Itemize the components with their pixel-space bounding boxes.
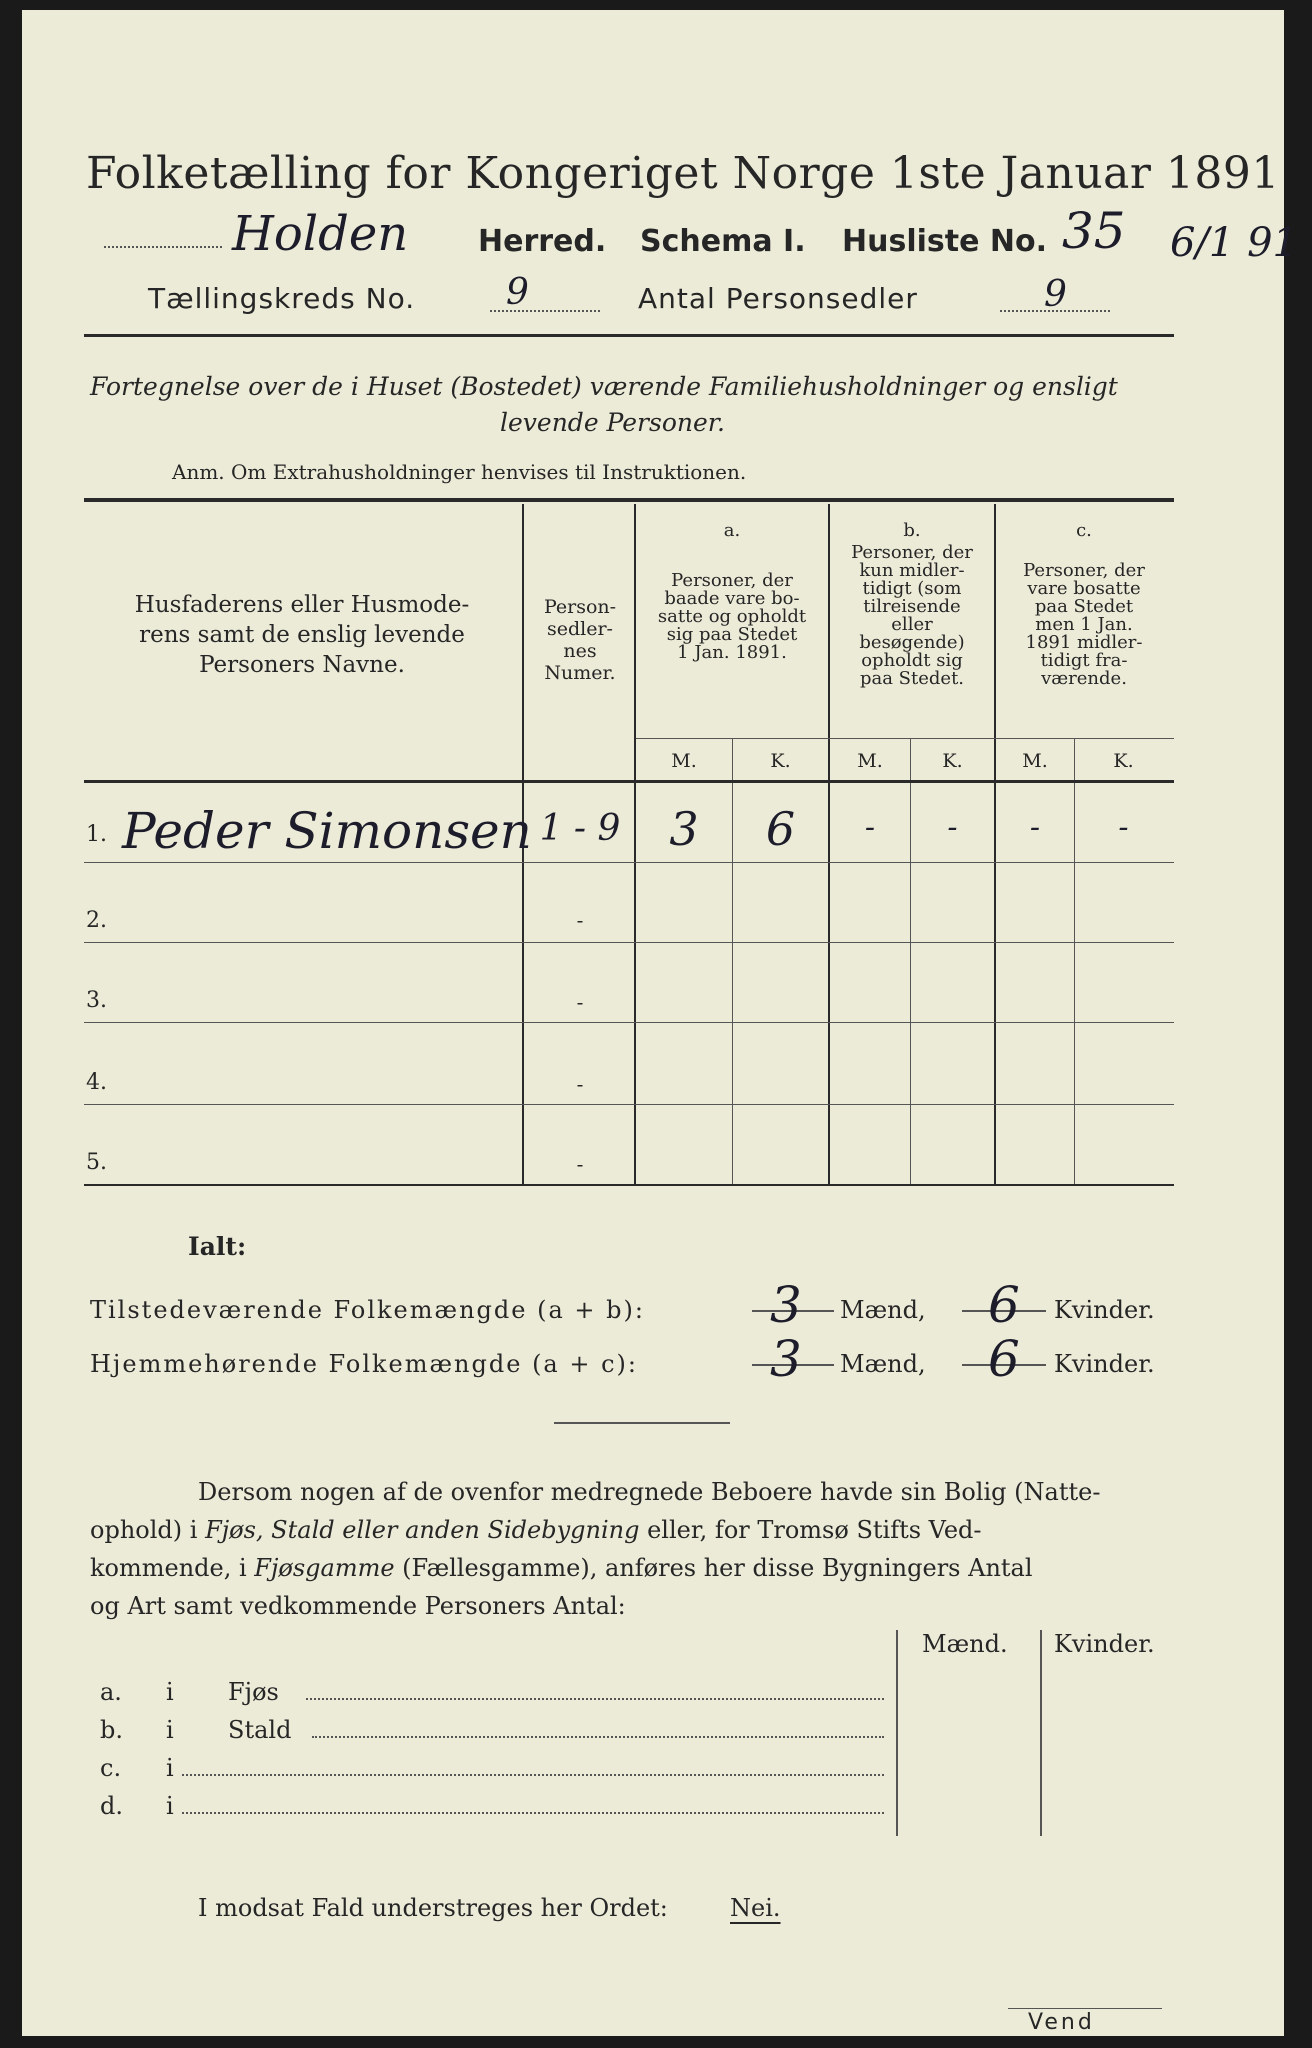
kreds-dotted-line bbox=[490, 310, 600, 312]
hjem-maend-label: Mænd, bbox=[840, 1350, 926, 1378]
building-col-line-1 bbox=[896, 1630, 898, 1836]
names-column-header: Husfaderens eller Husmode- rens samt de enslig levende Personers Navne. bbox=[134, 592, 470, 678]
building-item-dotted-line bbox=[306, 1698, 884, 1700]
antal-label: Antal Personsedler bbox=[638, 282, 918, 315]
col-a-m: M. bbox=[671, 750, 697, 772]
footer-paragraph-line-1: Dersom nogen af de ovenfor medregnede Beboere havde sin Bolig (Natte- bbox=[198, 1478, 1101, 1506]
row-number: 4. bbox=[86, 1070, 107, 1095]
herred-handwritten: Holden bbox=[232, 206, 409, 262]
row-1-name: Peder Simonsen bbox=[122, 802, 532, 860]
building-item-letter: b. bbox=[100, 1716, 123, 1744]
row-1-c-k: - bbox=[1118, 810, 1129, 845]
hjemmehorende-label: Hjemmehørende Folkemængde (a + c): bbox=[90, 1350, 638, 1378]
table-bottom-rule bbox=[84, 1184, 1174, 1186]
vend-rule bbox=[1008, 2008, 1162, 2009]
footer-paragraph-line-3: kommende, i Fjøsgamme (Fællesgamme), anføres her disse Bygningers Antal bbox=[90, 1554, 1033, 1582]
footer-paragraph-line-2: ophold) i Fjøs, Stald eller anden Sidebygning eller, for Tromsø Stifts Ved- bbox=[90, 1516, 982, 1544]
antal-handwritten: 9 bbox=[1044, 274, 1067, 315]
building-item-letter: c. bbox=[100, 1754, 122, 1782]
row-number: 1. bbox=[86, 822, 107, 847]
building-maend-header: Mænd. bbox=[922, 1630, 1008, 1658]
building-item-name: Fjøs bbox=[228, 1678, 279, 1706]
tilst-maend-value: 3 bbox=[770, 1276, 802, 1334]
tilst-maend-label: Mænd, bbox=[840, 1296, 926, 1324]
building-item-i: i bbox=[166, 1754, 174, 1782]
census-form-page bbox=[22, 10, 1298, 2036]
col-c-letter: c. bbox=[1076, 520, 1092, 541]
col-b-m: M. bbox=[857, 750, 883, 772]
row-line-3 bbox=[84, 1022, 1174, 1023]
hjem-kvinder-label: Kvinder. bbox=[1054, 1350, 1155, 1378]
building-item-letter: d. bbox=[100, 1792, 123, 1820]
ialt-label: Ialt: bbox=[188, 1232, 247, 1261]
intro-line-1: Fortegnelse over de i Huset (Bostedet) værende Familiehusholdninger og ensligt bbox=[90, 372, 1118, 401]
hjem-kvinder-value: 6 bbox=[988, 1330, 1020, 1388]
tilst-kvinder-label: Kvinder. bbox=[1054, 1296, 1155, 1324]
modsat-text: I modsat Fald understreges her Ordet: bbox=[198, 1894, 668, 1922]
building-kvinder-header: Kvinder. bbox=[1054, 1630, 1155, 1658]
schema-label: Schema I. bbox=[640, 224, 806, 259]
row-1-a-k: 6 bbox=[765, 802, 796, 856]
tilst-kvinder-value: 6 bbox=[988, 1276, 1020, 1334]
footer-paragraph-line-4: og Art samt vedkommende Personers Antal: bbox=[90, 1592, 626, 1620]
building-item-name: Stald bbox=[228, 1716, 292, 1744]
row-3-num: - bbox=[576, 990, 584, 1014]
herred-dotted-line bbox=[104, 246, 222, 248]
intro-line-2: levende Personer. bbox=[500, 408, 725, 437]
row-number: 2. bbox=[86, 908, 107, 933]
col-a-k: K. bbox=[770, 750, 791, 772]
row-2-num: - bbox=[576, 908, 584, 932]
building-col-line-2 bbox=[1040, 1630, 1042, 1836]
row-1-num: 1 - 9 bbox=[539, 808, 621, 849]
col-c-k: K. bbox=[1113, 750, 1134, 772]
tilstedevaerende-label: Tilstedeværende Folkemængde (a + b): bbox=[90, 1296, 645, 1324]
row-line-2 bbox=[84, 942, 1174, 943]
col-line-c-mk bbox=[1074, 738, 1075, 1184]
row-number: 3. bbox=[86, 988, 107, 1013]
nei-word: Nei. bbox=[730, 1894, 781, 1922]
husliste-handwritten: 35 bbox=[1062, 202, 1126, 260]
row-1-b-m: - bbox=[864, 810, 876, 845]
hjem-maend-value: 3 bbox=[770, 1330, 802, 1388]
anm-note: Anm. Om Extrahusholdninger henvises til Instruktionen. bbox=[172, 460, 747, 484]
header-rule bbox=[84, 334, 1174, 337]
husliste-label: Husliste No. bbox=[842, 224, 1047, 259]
building-item-i: i bbox=[166, 1792, 174, 1820]
col-b-letter: b. bbox=[903, 520, 921, 541]
kreds-label: Tællingskreds No. bbox=[148, 282, 416, 315]
antal-dotted-line bbox=[1000, 310, 1110, 312]
col-b-k: K. bbox=[942, 750, 963, 772]
row-4-num: - bbox=[576, 1072, 584, 1096]
building-item-dotted-line bbox=[182, 1774, 884, 1776]
mk-header-rule bbox=[636, 738, 1174, 739]
building-item-letter: a. bbox=[100, 1678, 122, 1706]
herred-label: Herred. bbox=[478, 224, 607, 259]
table-top-rule bbox=[84, 498, 1174, 502]
form-title: Folketælling for Kongeriget Norge 1ste Januar 1891 bbox=[86, 148, 1280, 199]
building-item-i: i bbox=[166, 1716, 174, 1744]
row-1-a-m: 3 bbox=[669, 802, 699, 856]
row-line-4 bbox=[84, 1104, 1174, 1105]
row-line-1 bbox=[84, 862, 1174, 863]
building-item-i: i bbox=[166, 1678, 174, 1706]
kreds-handwritten: 9 bbox=[506, 272, 529, 313]
building-item-dotted-line bbox=[182, 1812, 884, 1814]
row-5-num: - bbox=[576, 1152, 584, 1176]
col-c-m: M. bbox=[1022, 750, 1048, 772]
number-column-header: Person- sedler- nes Numer. bbox=[543, 596, 617, 684]
col-b-description: Personer, der kun midler- tidigt (som tilreisende eller besøgende) opholdt sig paa Stedet. bbox=[851, 542, 973, 689]
row-1-b-k: - bbox=[947, 810, 958, 845]
row-number: 5. bbox=[86, 1150, 107, 1175]
table-header-bottom-rule bbox=[84, 780, 1174, 783]
vend-text: Vend bbox=[1028, 2010, 1095, 2035]
col-a-letter: a. bbox=[723, 520, 741, 541]
col-a-description: Personer, der baade vare bo- satte og opholdt sig paa Stedet 1 Jan. 1891. bbox=[657, 570, 807, 663]
building-item-dotted-line bbox=[312, 1736, 884, 1738]
date-stamp: 6/1 91 bbox=[1170, 220, 1298, 266]
row-1-c-m: - bbox=[1029, 810, 1041, 845]
col-line-b-mk bbox=[910, 738, 911, 1184]
separator-rule bbox=[554, 1422, 730, 1424]
col-c-description: Personer, der vare bosatte paa Stedet men 1 Jan. 1891 midler- tidigt fra- værende. bbox=[1023, 560, 1145, 689]
